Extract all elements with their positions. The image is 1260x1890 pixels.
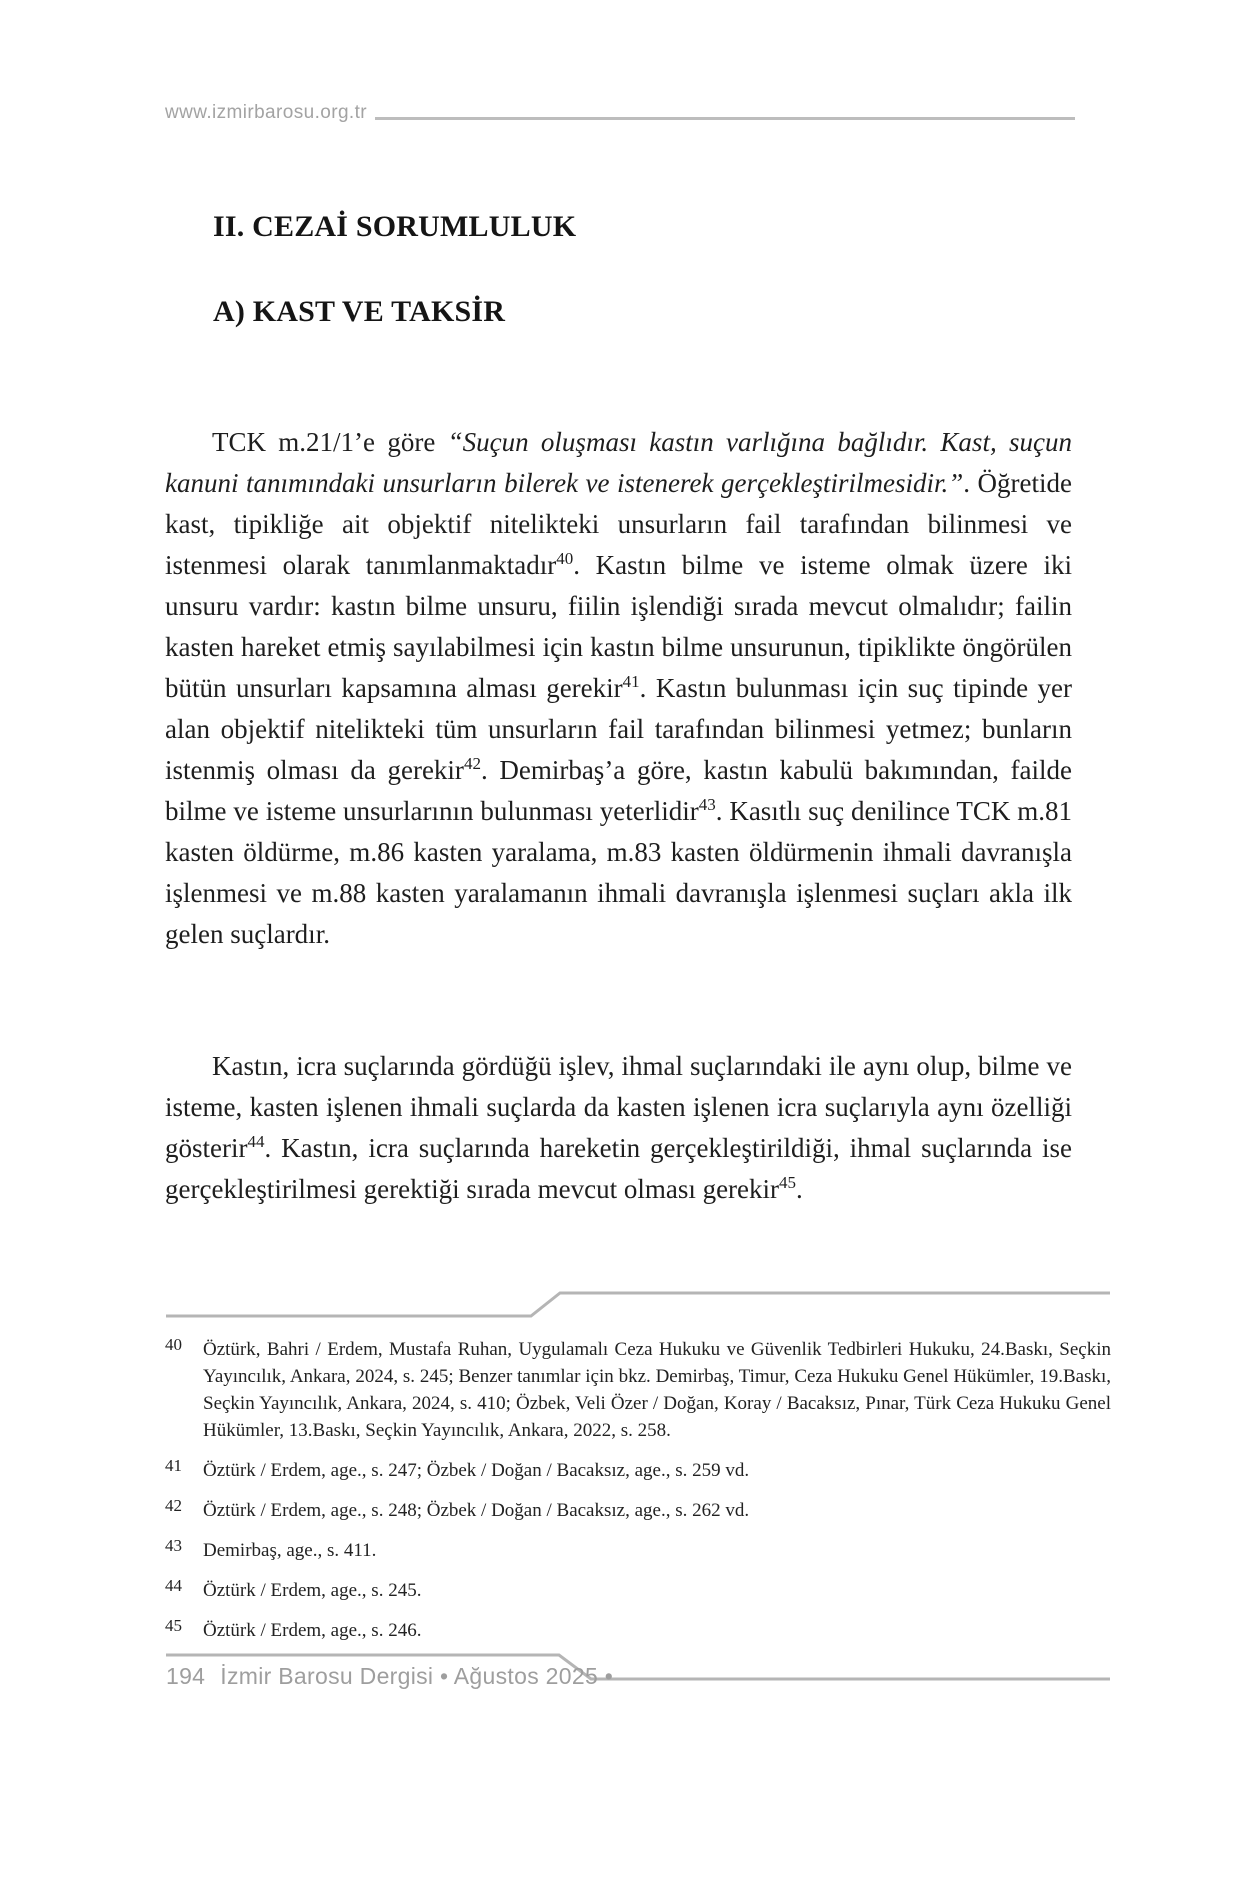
footnote-number: 42: [165, 1496, 182, 1515]
footnote-number: 45: [165, 1616, 182, 1635]
journal-issue-label: İzmir Barosu Dergisi • Ağustos 2025 •: [220, 1663, 614, 1689]
footnote-ref: 44: [247, 1132, 265, 1151]
footnote-ref: 40: [556, 549, 574, 568]
text-run: . Kastın, icra suçlarında hareketin gerçekleştirildiği, ihmal suçlarında ise gerçekleştirilmesi gerektiği sırada mevcut olması gerekir: [165, 1133, 1072, 1204]
footnote-item: [165, 1577, 1111, 1604]
body-paragraph-1: [165, 422, 1072, 955]
footnote-text: Öztürk / Erdem, age., s. 246.: [203, 1620, 422, 1641]
footnote-item: [165, 1457, 1111, 1484]
footnote-ref: 45: [779, 1173, 797, 1192]
text-run: . Kasıtlı suç denilince TCK m.81 kasten öldürme, m.86 kasten yaralama, m.83 kasten öldürmenin ihmali davranışla işlenmesi ve m.88 kasten yaralamanın ihmali davranışla işlenmesi suçları akla ilk gelen suçlardır.: [165, 796, 1072, 949]
footnote-number: 41: [165, 1456, 182, 1475]
section-heading: II. CEZAİ SORUMLULUK: [213, 210, 577, 243]
footer-text: [166, 1663, 613, 1690]
footnote-item: [165, 1497, 1111, 1524]
subsection-heading: A) KAST VE TAKSİR: [213, 295, 506, 328]
footnote-item: [165, 1617, 1111, 1644]
footnote-item: [165, 1537, 1111, 1564]
body-paragraph-2: [165, 1046, 1072, 1210]
text-run: “Suçun oluşması kastın varlığına bağlıdır. Kast, suçun kanuni tanımındaki unsurların bilerek ve istenerek gerçekleştirilmesidir.”: [165, 427, 1072, 498]
footnote-ref: 43: [698, 795, 716, 814]
text-run: TCK m.21/1’e göre: [212, 427, 448, 457]
footnote-text: Öztürk / Erdem, age., s. 245.: [203, 1580, 422, 1601]
page-number: 194: [166, 1663, 206, 1689]
text-run: . Demirbaş’a göre, kastın kabulü bakımından, failde bilme ve isteme unsurlarının bulunması yeterlidir: [165, 755, 1072, 826]
footnote-number: 43: [165, 1536, 182, 1555]
page-footer: [165, 1652, 1111, 1704]
text-run: . Kastın bulunması için suç tipinde yer alan objektif nitelikteki tüm unsurların fail tarafından bilinmesi yetmez; bunların istenmiş olması da gerekir: [165, 673, 1072, 785]
footnote-item: [165, 1336, 1111, 1444]
footnote-separator-rule: [165, 1286, 1111, 1322]
footnote-number: 40: [165, 1335, 182, 1354]
header-url: www.izmirbarosu.org.tr: [165, 102, 368, 123]
text-run: Kastın, icra suçlarında gördüğü işlev, ihmal suçlarındaki ile aynı olup, bilme ve isteme, kasten işlenen ihmali suçlarda da kasten işlenen icra suçlarıyla aynı özelliği gösterir: [165, 1051, 1072, 1163]
footnote-number: 44: [165, 1576, 182, 1595]
header-rule: [375, 117, 1075, 120]
footnote-ref: 41: [622, 672, 640, 691]
footnote-ref: 42: [463, 754, 481, 773]
footnote-text: Öztürk / Erdem, age., s. 247; Özbek / Doğan / Bacaksız, age., s. 259 vd.: [203, 1460, 750, 1481]
footnotes-section: [165, 1336, 1111, 1657]
text-run: . Öğretide kast, tipikliğe ait objektif nitelikteki unsurların fail tarafından bilinmesi ve istenmesi olarak tanımlanmaktadır: [165, 468, 1072, 580]
page-header: [165, 103, 1075, 122]
footnote-text: Öztürk, Bahri / Erdem, Mustafa Ruhan, Uygulamalı Ceza Hukuku ve Güvenlik Tedbirleri Hukuku, 24.Baskı, Seçkin Yayıncılık, Ankara, 2024, s. 245; Benzer tanımlar için bkz. Demirbaş, Timur, Ceza Hukuku Genel Hükümler, 19.Baskı, Seçkin Yayıncılık, Ankara, 2024, s. 410; Özbek, Veli Özer / Doğan, Koray / Bacaksız, Pınar, Türk Ceza Hukuku Genel Hükümler, 13.Baskı, Seçkin Yayıncılık, Ankara, 2022, s. 258.: [203, 1339, 1111, 1441]
text-run: .: [796, 1174, 803, 1204]
footnote-text: Öztürk / Erdem, age., s. 248; Özbek / Doğan / Bacaksız, age., s. 262 vd.: [203, 1500, 750, 1521]
footnote-text: Demirbaş, age., s. 411.: [203, 1540, 377, 1561]
text-run: . Kastın bilme ve isteme olmak üzere iki unsuru vardır: kastın bilme unsuru, fiilin işlendiği sırada mevcut olmalıdır; failin kasten hareket etmiş sayılabilmesi için kastın bilme unsurunun, tipiklikte öngörülen bütün unsurları kapsamına alması gerekir: [165, 550, 1072, 703]
